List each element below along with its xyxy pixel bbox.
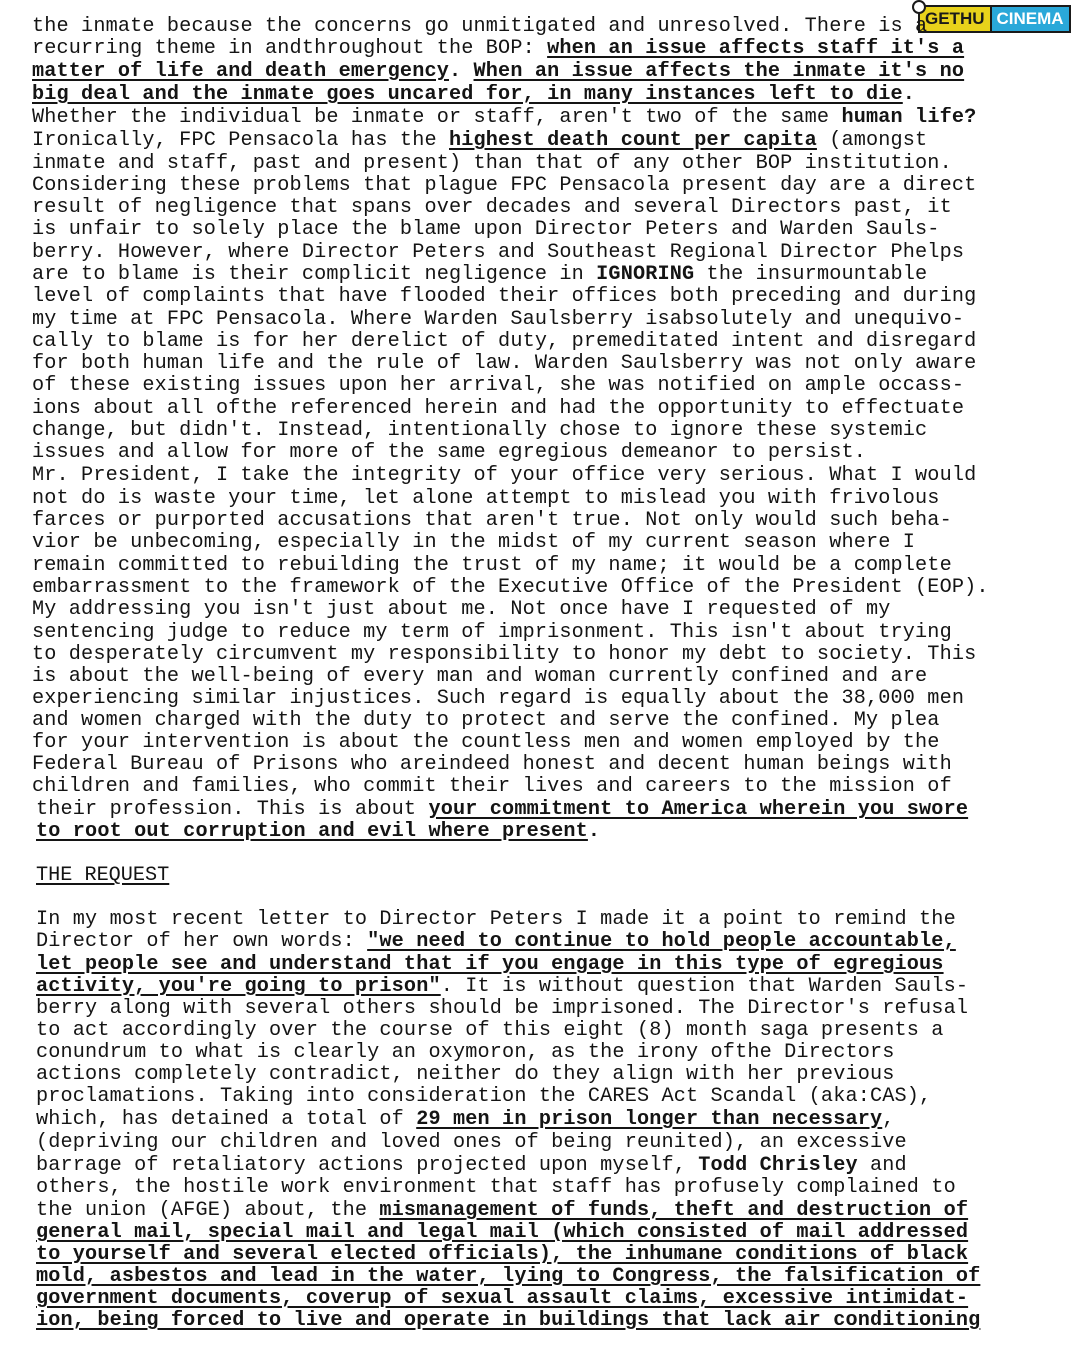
text-line (32, 16, 1062, 38)
bold-text: IGNORING (596, 264, 695, 286)
text-line (36, 1042, 1066, 1064)
text-line (32, 666, 1062, 688)
bold-text: Todd Chrisley (698, 1155, 858, 1177)
text-line (32, 488, 1062, 510)
text-line (36, 1310, 1066, 1332)
underlined-text: mismanagement of funds, theft and destruction of (379, 1200, 969, 1222)
text-line (32, 688, 1062, 710)
text-line (36, 1200, 1066, 1222)
text-span: level of complaints that have flooded their offices both preceding and during (32, 286, 977, 308)
text-span: Federal Bureau of Prisons who areindeed honest and decent human beings with (32, 754, 952, 776)
text-line (32, 599, 1062, 621)
text-span: their profession. This is about (36, 799, 429, 821)
text-span: the inmate because the concerns go unmitigated and unresolved. There is a (32, 16, 928, 38)
text-line (36, 1177, 1066, 1199)
underlined-text: 29 men in prison longer than necessary (416, 1109, 883, 1131)
text-span: , (882, 1109, 895, 1131)
text-span: My addressing you isn't just about me. Not once have I requested of my (32, 599, 891, 621)
text-span: . It is without question that Warden Sauls- (440, 976, 969, 998)
text-span: are to blame is their complicit negligence in (32, 264, 597, 286)
text-line (32, 532, 1062, 554)
text-span: the union (AFGE) about, the (36, 1200, 380, 1222)
text-span: result of negligence that spans over decades and several Directors past, it (32, 197, 952, 219)
text-line (32, 398, 1062, 420)
text-line (36, 954, 1066, 976)
text-span: inmate and staff, past and present) than that of any other BOP institution. (32, 153, 952, 175)
text-span: berry. However, where Director Peters and Southeast Regional Director Phelps (32, 242, 965, 264)
text-line (32, 555, 1062, 577)
text-span: children and families, who commit their lives and careers to the mission of (32, 776, 952, 798)
underlined-text: general mail, special mail and legal mail (which consisted of mail addressed (36, 1222, 969, 1244)
text-span: to desperately circumvent my responsibility to honor my debt to society. This (32, 644, 977, 666)
text-span: is about the well-being of every man and woman currently confined and are (32, 666, 928, 688)
text-line (32, 353, 1062, 375)
underlined-text: matter of life and death emergency (32, 61, 449, 83)
text-span: sentencing judge to reduce my term of imprisonment. This isn't about trying (32, 622, 952, 644)
text-span: Mr. President, I take the integrity of your office very serious. What I would (32, 465, 977, 487)
text-line (36, 1086, 1066, 1108)
text-line (32, 264, 1062, 286)
text-line (32, 175, 1062, 197)
text-span: and (857, 1155, 907, 1177)
text-span: cally to blame is for her derelict of duty, premeditated intent and disregard (32, 331, 977, 353)
text-span: . (449, 61, 474, 83)
text-line (36, 1064, 1066, 1086)
text-line (32, 465, 1062, 487)
text-span: proclamations. Taking into consideration the CARES Act Scandal (aka:CAS), (36, 1086, 932, 1108)
text-span: of these existing issues upon her arrival, she was notified on ample occass- (32, 375, 965, 397)
text-line (32, 442, 1062, 464)
text-span: remain committed to rebuilding the trust of my name; it would be a complete (32, 555, 952, 577)
underlined-text: let people see and understand that if you engage in this type of egregious (36, 954, 944, 976)
text-line (32, 331, 1062, 353)
underlined-text: ion, being forced to live and operate in buildings that lack air conditioning (36, 1310, 981, 1332)
text-line (32, 84, 1062, 106)
text-span: Whether the individual be inmate or staff, aren't two of the same (32, 107, 842, 129)
text-span: and women charged with the duty to protect and serve the confined. My plea (32, 710, 940, 732)
text-line (36, 998, 1066, 1020)
text-line (32, 375, 1062, 397)
underlined-text: to root out corruption and evil where present (36, 821, 588, 843)
text-span: not do is waste your time, let alone attempt to mislead you with frivolous (32, 488, 940, 510)
text-span: others, the hostile work environment that staff has profusely complained to (36, 1177, 956, 1199)
text-line (36, 1222, 1066, 1244)
underlined-text: your commitment to America wherein you swore (428, 799, 969, 821)
text-line (36, 799, 1066, 821)
text-line (32, 420, 1062, 442)
text-line (36, 931, 1066, 953)
text-span: . (902, 84, 916, 106)
text-line (32, 38, 1062, 60)
text-line (36, 1288, 1066, 1310)
text-line (32, 754, 1062, 776)
text-span: ions about all ofthe referenced herein and had the opportunity to effectuate (32, 398, 965, 420)
text-line (32, 710, 1062, 732)
text-line (36, 1132, 1066, 1154)
text-line (32, 732, 1062, 754)
text-span: conundrum to what is clearly an oxymoron, as the irony ofthe Directors (36, 1042, 895, 1064)
text-span: for both human life and the rule of law. Warden Saulsberry was not only aware (32, 353, 977, 375)
section-heading: THE REQUEST (36, 864, 170, 887)
text-span: is unfair to solely place the blame upon Director Peters and Warden Sauls- (32, 219, 940, 241)
bold-text: human life? (841, 107, 977, 129)
text-span: which, has detained a total of (36, 1109, 417, 1131)
text-line (32, 309, 1062, 331)
text-span: embarrassment to the framework of the Executive Office of the President (EOP). (32, 577, 989, 599)
text-span: vior be unbecoming, especially in the midst of my current season where I (32, 532, 916, 554)
text-line (36, 909, 1066, 931)
text-line (32, 776, 1062, 798)
text-span: (amongst (816, 130, 928, 152)
underlined-text: "we need to continue to hold people accountable, (367, 931, 956, 953)
text-span: barrage of retaliatory actions projected upon myself, (36, 1155, 699, 1177)
text-line (32, 644, 1062, 666)
text-line (32, 197, 1062, 219)
text-span: change, but didn't. Instead, intentionally chose to ignore these systemic (32, 420, 928, 442)
underlined-text: activity, you're going to prison" (36, 976, 441, 998)
text-span: for your intervention is about the countless men and women employed by the (32, 732, 940, 754)
text-line (32, 242, 1062, 264)
text-span: actions completely contradict, neither do they align with her previous (36, 1064, 895, 1086)
text-span: my time at FPC Pensacola. Where Warden Saulsberry isabsolutely and unequivo- (32, 309, 965, 331)
text-span: Considering these problems that plague FPC Pensacola present day are a direct (32, 175, 977, 197)
underlined-text: big deal and the inmate goes uncared for, in many instances left to die (32, 84, 903, 106)
underlined-text: highest death count per capita (449, 130, 817, 152)
text-line (36, 1244, 1066, 1266)
text-span: experiencing similar injustices. Such regard is equally about the 38,000 men (32, 688, 965, 710)
text-line (32, 61, 1062, 83)
text-span: berry along with several others should be imprisoned. The Director's refusal (36, 998, 969, 1020)
text-line (36, 1266, 1066, 1288)
text-span: . (587, 821, 601, 843)
underlined-text: government documents, coverup of sexual assault claims, excessive intimidat- (36, 1288, 969, 1310)
underlined-text: When an issue affects the inmate it's no (473, 61, 965, 83)
text-span: farces or purported accusations that aren't true. Not only would such beha- (32, 510, 952, 532)
text-line (36, 1155, 1066, 1177)
camera-ring-icon (912, 0, 926, 14)
text-span: Ironically, FPC Pensacola has the (32, 130, 449, 152)
text-span: Director of her own words: (36, 931, 368, 953)
watermark-part1: GETHU (918, 5, 992, 33)
underlined-text: mold, asbestos and lead in the water, lying to Congress, the falsification of (36, 1266, 981, 1288)
text-line (32, 153, 1062, 175)
text-line (32, 286, 1062, 308)
text-span: to act accordingly over the course of this eight (8) month saga presents a (36, 1020, 944, 1042)
text-span: In my most recent letter to Director Peters I made it a point to remind the (36, 909, 956, 931)
watermark-part2: CINEMA (992, 5, 1071, 33)
text-line (32, 219, 1062, 241)
text-line (36, 976, 1066, 998)
text-line (32, 622, 1062, 644)
text-line (36, 1109, 1066, 1131)
underlined-text: to yourself and several elected officials), the inhumane conditions of black (36, 1244, 969, 1266)
text-line (36, 1020, 1066, 1042)
text-span: (depriving our children and loved ones of being reunited), an excessive (36, 1132, 907, 1154)
text-line (32, 107, 1062, 129)
underlined-text: when an issue affects staff it's a (547, 38, 965, 60)
text-span: recurring theme in andthroughout the BOP: (32, 38, 548, 60)
text-line (32, 130, 1062, 152)
text-span: the insurmountable (694, 264, 928, 286)
text-line (36, 821, 1066, 843)
text-span: issues and allow for more of the same egregious demeanor to persist. (32, 442, 866, 464)
text-line (32, 577, 1062, 599)
text-line (32, 510, 1062, 532)
